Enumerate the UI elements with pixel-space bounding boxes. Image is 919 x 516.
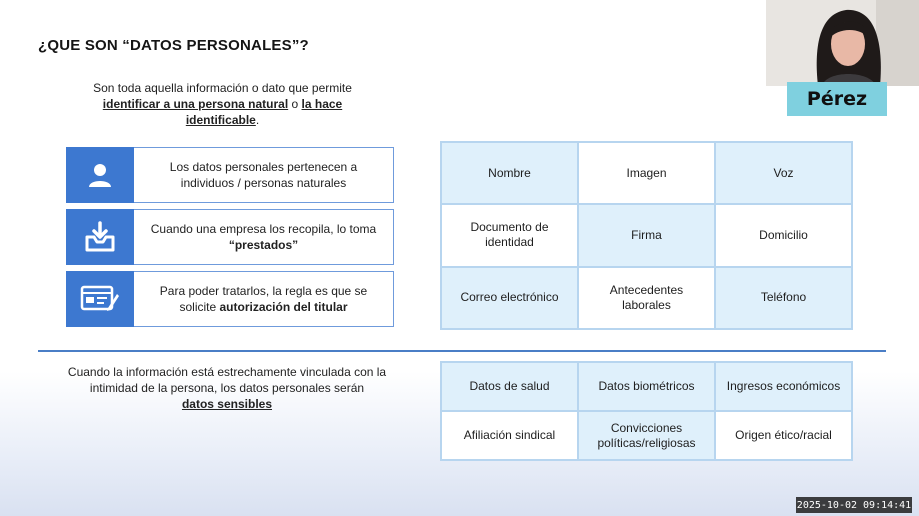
- sensitive-data-text: [52, 364, 402, 412]
- slide-title: ¿QUE SON “DATOS PERSONALES”?: [38, 37, 309, 54]
- sensitive-cell: Afiliación sindical: [442, 412, 577, 459]
- intro-part-2: o: [288, 97, 302, 111]
- sensitive-cell: Convicciones políticas/religiosas: [579, 412, 714, 459]
- intro-part-3: .: [255, 113, 260, 127]
- personal-data-grid: [440, 141, 853, 330]
- presenter-name-plate: Pérez: [787, 82, 887, 116]
- card-ownership: [66, 147, 394, 203]
- webcam-video: [766, 0, 919, 86]
- sensitive-bold: datos sensibles: [181, 397, 273, 411]
- sensitive-data-grid: [440, 361, 853, 461]
- sensitive-cell: Datos biométricos: [579, 363, 714, 410]
- section-divider: [38, 350, 886, 352]
- card-2-part: Cuando una empresa los recopila, lo toma: [150, 222, 377, 236]
- intro-bold-2: la hace identificable: [185, 97, 343, 127]
- download-tray-icon: [66, 209, 134, 265]
- sensitive-cell: Ingresos económicos: [716, 363, 851, 410]
- user-icon: [66, 147, 134, 203]
- card-3-text: [144, 283, 383, 315]
- grid-cell: Voz: [716, 143, 851, 203]
- card-2-text: [144, 221, 383, 253]
- form-edit-icon: [66, 271, 134, 327]
- intro-bold-1: identificar a una persona natural: [102, 97, 289, 111]
- card-authorization-text: [134, 271, 394, 327]
- sensitive-cell: Datos de salud: [442, 363, 577, 410]
- recording-timestamp: 2025-10-02 09:14:41: [796, 497, 912, 513]
- card-1-text: Los datos personales pertenecen a individuos / personas naturales: [169, 160, 358, 190]
- card-3-part: Para poder tratarlos, la regla es que se solicite: [159, 284, 368, 314]
- intro-part-1: Son toda aquella información o dato que permite: [93, 81, 352, 95]
- grid-cell: Firma: [579, 205, 714, 265]
- card-borrowed: [66, 209, 394, 265]
- grid-cell: Documento de identidad: [442, 205, 577, 265]
- grid-cell: Teléfono: [716, 268, 851, 328]
- sensitive-cell: Origen ético/racial: [716, 412, 851, 459]
- card-2-bold: “prestados”: [228, 238, 299, 252]
- sensitive-part: Cuando la información está estrechamente vinculada con la intimidad de la persona, los datos personales serán: [67, 365, 387, 395]
- intro-text: [70, 80, 375, 128]
- card-authorization: [66, 271, 394, 327]
- grid-cell: Nombre: [442, 143, 577, 203]
- grid-cell: Antecedentes laborales: [579, 268, 714, 328]
- grid-cell: Correo electrónico: [442, 268, 577, 328]
- card-ownership-text: [134, 147, 394, 203]
- card-3-bold: autorización del titular: [219, 300, 348, 314]
- grid-cell: Domicilio: [716, 205, 851, 265]
- presenter-silhouette: [766, 0, 919, 86]
- grid-cell: Imagen: [579, 143, 714, 203]
- card-borrowed-text: [134, 209, 394, 265]
